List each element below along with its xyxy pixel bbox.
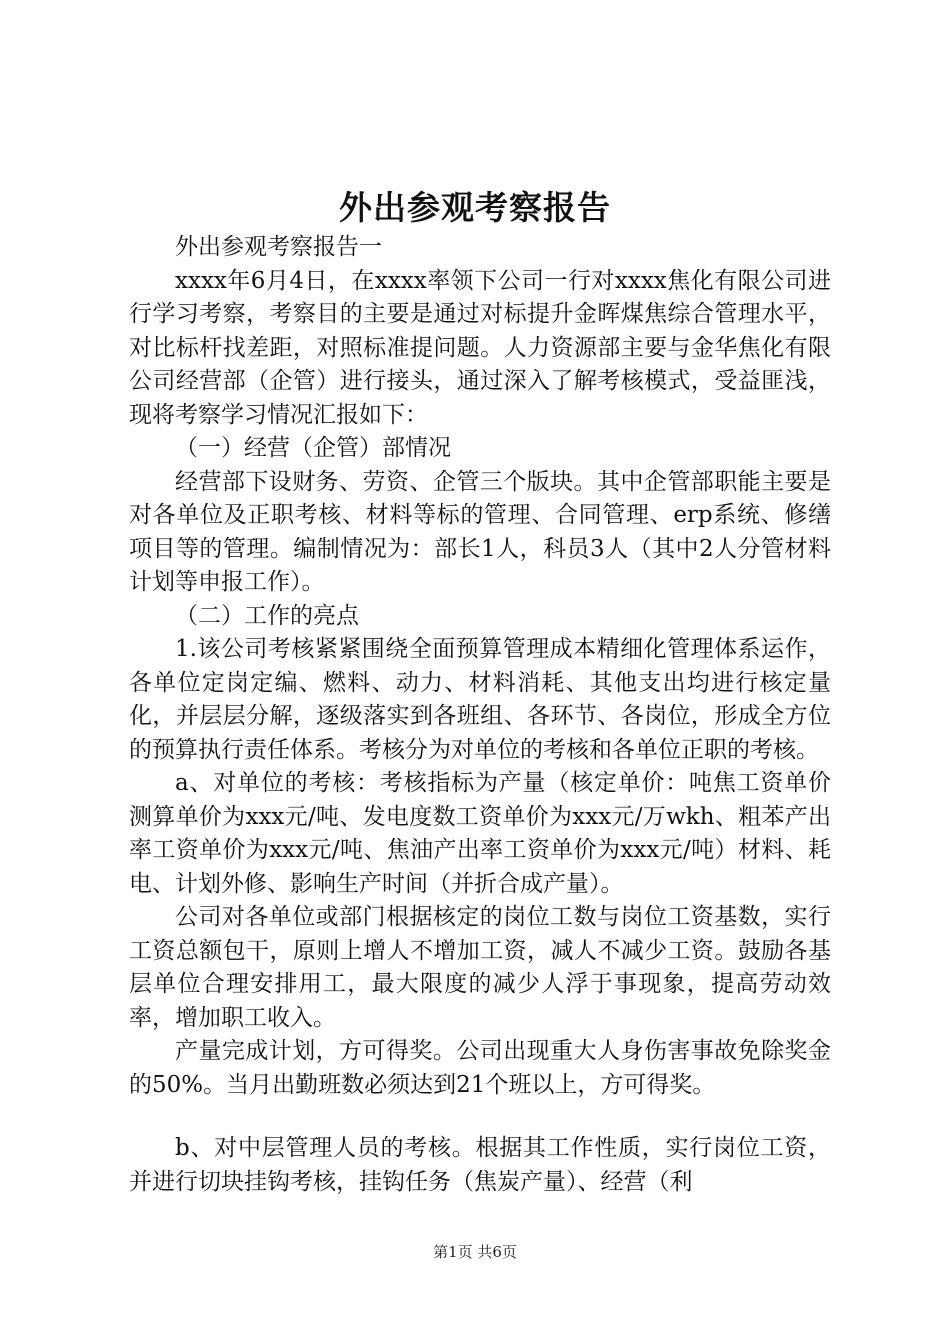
paragraph-highlight-1: 1.该公司考核紧紧围绕全面预算管理成本精细化管理体系运作，各单位定岗定编、燃料、动力、材料消耗、其他支出均进行核定量化，并层层分解，逐级落实到各班组、各环节、各岗位，形成全方位的预算执行责任体系。考核分为对单位的考核和各单位正职的考核。 xyxy=(129,636,831,763)
page-number-footer: 第1页 共6页 xyxy=(433,1243,517,1261)
section-heading-2: （二）工作的亮点 xyxy=(175,602,359,629)
paragraph-intro: xxxx年6月4日，在xxxx率领下公司一行对xxxx焦化有限公司进行学习考察，考察目的主要是通过对标提升金晖煤焦综合管理水平，对比标杆找差距，对照标准提问题。人力资源部主要与金华焦化有限公司经营部（企管）进行接头，通过深入了解考核模式，受益匪浅，现将考察学习情况汇报如下： xyxy=(129,267,831,428)
report-subtitle: 外出参观考察报告一 xyxy=(175,234,382,260)
paragraph-wage-package: 公司对各单位或部门根据核定的岗位工数与岗位工资基数，实行工资总额包干，原则上增人不增加工资，减人不减少工资。鼓励各基层单位合理安排用工，最大限度的减少人浮于事现象，提高劳动效率，增加职工收入。 xyxy=(129,904,831,1031)
paragraph-unit-assessment: a、对单位的考核：考核指标为产量（核定单价：吨焦工资单价测算单价为xxx元/吨、发电度数工资单价为xxx元/万wkh、粗苯产出率工资单价为xxx元/吨、焦油产出率工资单价为xxx元/吨）材料、耗电、计划外修、影响生产时间（并折合成产量）。 xyxy=(129,770,831,897)
paragraph-bonus-rules: 产量完成计划，方可得奖。公司出现重大人身伤害事故免除奖金的50%。当月出勤班数必须达到21个班以上，方可得奖。 xyxy=(129,1038,831,1098)
paragraph-manager-assessment: b、对中层管理人员的考核。根据其工作性质，实行岗位工资，并进行切块挂钩考核，挂钩任务（焦炭产量）、经营（利 xyxy=(129,1135,831,1195)
document-body xyxy=(129,231,831,1199)
document-title: 外出参观考察报告 xyxy=(339,188,611,227)
paragraph-department: 经营部下设财务、劳资、企管三个版块。其中企管部职能主要是对各单位及正职考核、材料等标的管理、合同管理、erp系统、修缮项目等的管理。编制情况为：部长1人，科员3人（其中2人分管材料计划等申报工作）。 xyxy=(129,468,831,595)
section-heading-1: （一）经营（企管）部情况 xyxy=(175,435,451,461)
